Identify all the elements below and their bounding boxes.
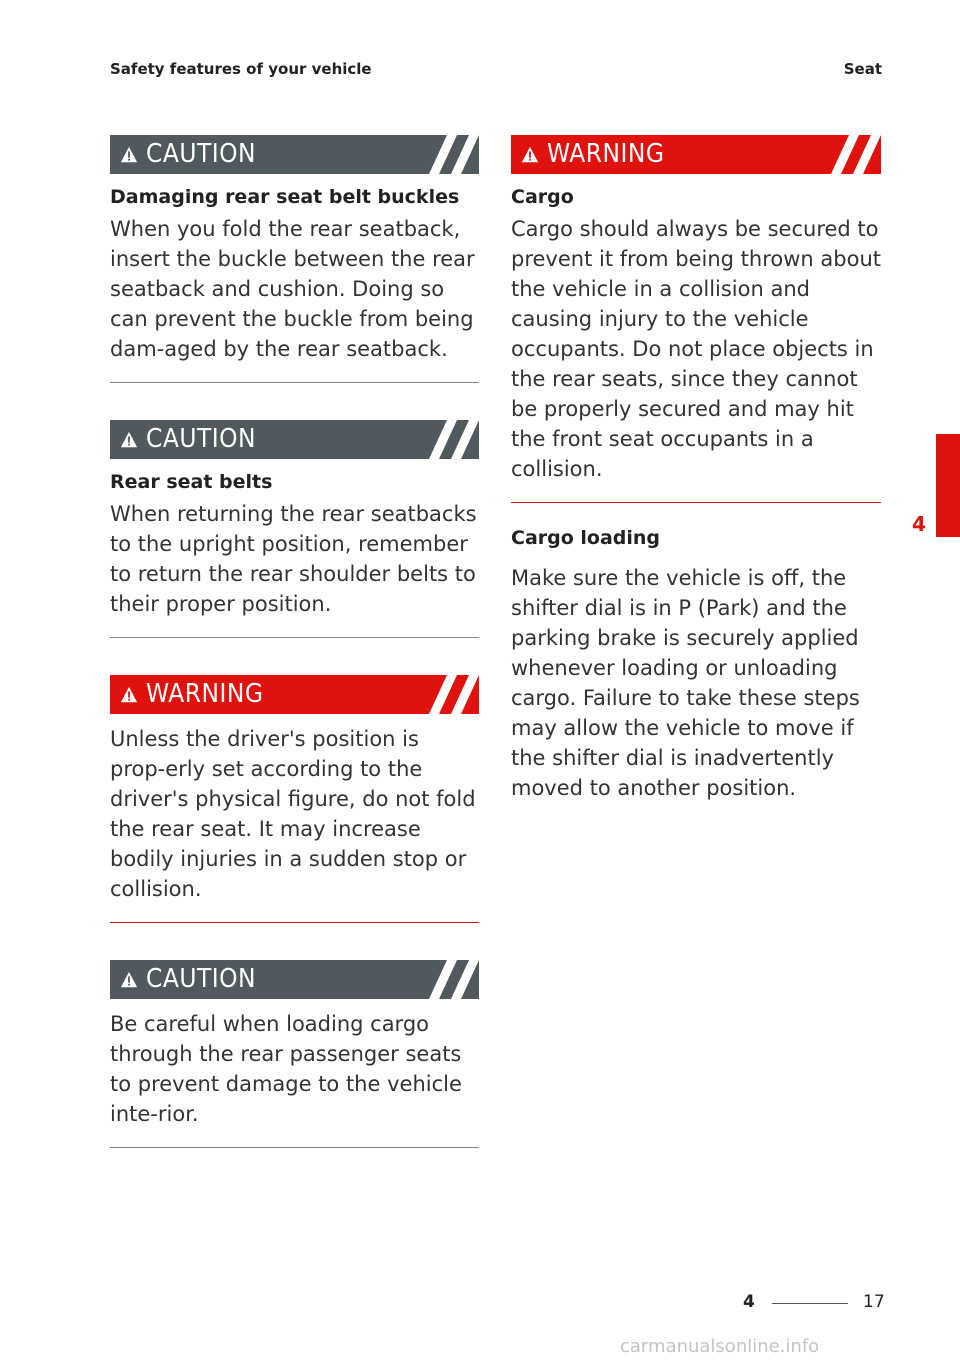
banner-label: CAUTION [146, 964, 257, 994]
note-body: Cargo should always be secured to prevent it from being thrown about the vehicle in a collision and causing injury to the vehicle occupants. Do not place objects in the rear seats, since they cannot be properly secured and may hit the front seat occupants in a collision. [511, 217, 881, 481]
caution-banner [110, 420, 479, 459]
left-column [110, 135, 479, 1148]
section-body: Make sure the vehicle is off, the shifter dial is in P (Park) and the parking brake is securely applied whenever loading or unloading cargo. Failure to take these steps may allow the vehicle to move if the shifter dial is inadvertently moved to another position. [511, 566, 860, 800]
note-title: Damaging rear seat belt buckles [110, 186, 460, 208]
banner-stripes-decoration [429, 675, 479, 714]
caution-banner [110, 135, 479, 174]
caution-note-loading-cargo [110, 960, 479, 1148]
note-divider [511, 502, 881, 503]
footer-chapter-number: 4 [743, 1292, 755, 1312]
banner-label: CAUTION [146, 139, 257, 169]
note-title: Cargo [511, 186, 574, 208]
note-body: Unless the driver's position is prop-erly set according to the driver's physical figure, do not fold the rear seat. It may increase bodily injuries in a sudden stop or collision. [110, 727, 476, 901]
banner-stripes-decoration [429, 420, 479, 459]
warning-triangle-icon [521, 146, 539, 164]
note-body: When you fold the rear seatback, insert the buckle between the rear seatback and cushion. Doing so can prevent the buckle from being dam-aged by the rear seatback. [110, 217, 475, 361]
watermark: carmanualsonline.info [620, 1336, 820, 1357]
warning-triangle-icon [120, 146, 138, 164]
warning-triangle-icon [120, 431, 138, 449]
banner-label: WARNING [547, 139, 665, 169]
warning-banner [511, 135, 881, 174]
caution-note-rear-belts [110, 420, 479, 638]
chapter-side-number: 4 [912, 512, 926, 536]
section-heading-cargo-loading: Cargo loading [511, 527, 661, 549]
footer-page-number: 17 [863, 1292, 885, 1312]
note-title: Rear seat belts [110, 471, 273, 493]
warning-triangle-icon [120, 686, 138, 704]
right-column [511, 135, 881, 803]
caution-note-buckles [110, 135, 479, 383]
note-divider [110, 1147, 479, 1148]
banner-stripes-decoration [831, 135, 881, 174]
warning-note-fold-seat [110, 675, 479, 923]
banner-label: WARNING [146, 679, 264, 709]
warning-triangle-icon [120, 971, 138, 989]
warning-banner [110, 675, 479, 714]
header-topic-title: Seat [843, 60, 882, 78]
banner-stripes-decoration [429, 960, 479, 999]
caution-banner [110, 960, 479, 999]
warning-note-cargo [511, 135, 881, 503]
chapter-side-tab [936, 434, 960, 537]
footer-divider [772, 1303, 848, 1304]
banner-stripes-decoration [429, 135, 479, 174]
banner-label: CAUTION [146, 424, 257, 454]
note-body: When returning the rear seatbacks to the upright position, remember to return the rear shoulder belts to their proper position. [110, 502, 477, 616]
note-body: Be careful when loading cargo through the rear passenger seats to prevent damage to the vehicle inte-rior. [110, 1012, 462, 1126]
header-section-title: Safety features of your vehicle [110, 60, 372, 78]
